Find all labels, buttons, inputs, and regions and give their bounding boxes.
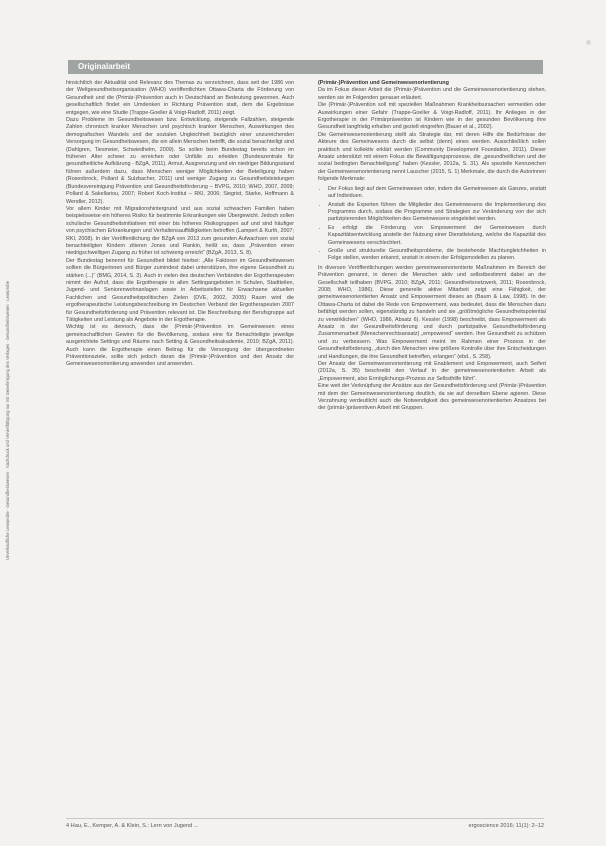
footer-journal: ergoscience 2016; 11(1): 2–12 xyxy=(468,823,544,829)
right-column xyxy=(318,80,546,760)
left-paragraph: Vor allem Kinder mit Migrationshintergrund und aus sozial schwachen Familien haben beispielsweise ein höheres Risiko für bestimmte Erkrankungen wie Übergewicht. Jedoch sollen schulische Gesundheitsinitiativen mit einer bis höheres Risikogruppen auf und sind häufiger von psychischen Erkrankungen und Verhaltensauffälligkeiten betroffen (Lampert & Kurth, 2007; RKI, 2008). In der Veröffentlichung der BZgA von 2013 zum gesunden Aufwachsen von sozial benachteiligten Kindern zitieren Jones und Rankin, heißt es, dass „Prävention einen niedrigschwelligen Zugang zu früher ist schwierig erreicht“ (BZgA, 2013, S. 8). xyxy=(66,205,294,257)
left-paragraph: hinsichtlich der Aktualität und Relevanz des Themas zu verzeichnen, dass seit der 1986 von der Weltgesundheitsorganisation (WHO) veröffentlichten Ottawa-Charta die Förderung von Gesundheit und die (Primär-)Prävention auch in Deutschland an Bedeutung gewonnen. Auch gesellschaftlich findet ein Umdenken in Richtung Prävention statt, dem die Ergebnisse entgegen, wie eine Studie (Trappe-Goeller & Voigt-Radloff, 2011) zeigt. xyxy=(66,80,294,116)
left-column xyxy=(66,80,294,760)
section-heading: (Primär-)Prävention und Gemeinwesenorientierung xyxy=(318,80,449,86)
section-banner xyxy=(68,60,543,74)
right-paragraph: Die Gemeinwesenorientierung stellt als Strategie dar, mit deren Hilfe die Bedürfnisse der Akteure des Gemeinwesens durch die selbst (denn) eines werden. Ausschließlich sollen praktisch und kollektiv erklärt werden (Community Development Foundation, 2011). Dieser Ansatz unterstützt mit einem Fokus die Bewältigungsprozesse, die „gesundheitlichen und der sozial bedingten Benachteiligung“ haben (Kessler, 2012a, S. 31). Als spezielle Kennzeichen der Gemeinwesenorientierung nennt Lauscher (2015, S. 1) Merkmale, die durch die Autorinnen folgende Merkmale: xyxy=(318,131,546,183)
left-paragraph: Dazu Probleme im Gesundheitswesen bzw. Entwicklung, steigende Fallzahlen, steigende Zahlen chronisch kranker Menschen und psychisch kranker Menschen, Auswirkungen des demografischen Wandels und der sozialen Ungleichheit bezüglich einer unzureichenden Versorgung im Gesundheitswesen, die ein allein Menschen betrifft, die sozial benachteiligt sind (Dahlgren, Tiesmeier, Schwiedhelm, 2009). So sollen beim Bundestag bereits schon im früheren Alter schwer zu erreichen oder Unfälle zu erleiden (Bundeszentrale für gesundheitliche Aufklärung - BZgA, 2011). Armut, Ausgrenzung und ein niedriger Bildungsstand führen außerdem dazu, dass Menschen weniger Möglichkeiten der Beteiligung haben (Rosenbrock, Pollard & Sulzbacher, 2011) und weniger Zugang zu Gesundheitsleistungen (Bundesvereinigung Prävention und Gesundheitsförderung – BVPG, 2010; WHO, 2007, 2009; Pollard & Sakellariou, 2007; Robert Koch-Institut – RKI, 2006; Siegrist, Starke, Hoffmann & Wendler, 2012). xyxy=(66,117,294,205)
side-copyright-note: Unverkäufliche Leseprobe · Gesundheitswesen · Nachdruck und Vervielfältigung nur mit Genehmigung des Verlages · Gesundheitswesen · Leseprobe xyxy=(5,280,10,560)
page-footer xyxy=(66,821,544,831)
list-item: • Große und strukturelle Gesundheitsprobleme, die bestehende Machtungleichheiten in Folge stellen, werden erkannt, anstatt in einem der Erfolgsmodellen zu planen. xyxy=(328,248,546,263)
list-item: • Anstatt die Experten führen die Mitglieder des Gemeinwesens die Implementierung des Programms durch, sodass die Programme und Strategien zur Veränderung von der sich partizipierenden Möglichkeiten des Gemeinwesens eingeleitet werden. xyxy=(328,202,546,224)
corner-mark xyxy=(586,40,591,45)
left-paragraph: Wichtig ist es dennoch, dass die (Primär-)Prävention im Gemeinwesen eines gemeinschaftlichen Gewinn für die Bevölkerung, sodass eine für Benachteiligte jeweilige ausgerichtete Settings und Räume nach Setting & Gesundheitsakademie, 2010; BZgA, 2011). Auch kann die Ergotherapie einen Beitrag für die Versorgung der übergeordneten Präventionsziele, sollte sich jedoch daran die (Primär-)Prävention und den Ansatz der Gemeinwesenorientierung anwenden und anwenden. xyxy=(66,324,294,368)
list-item: • Der Fokus liegt auf dem Gemeinwesen oder, indem die Gemeinwesen als Ganzes, anstatt auf Individuen. xyxy=(328,186,546,201)
footer-citation: 4 Hau, E., Kemper, A. & Klein, S.: Lern von Jugend ... xyxy=(66,823,199,829)
right-paragraph: In diversen Veröffentlichungen werden gemeinwesenorientierte Maßnahmen im Bereich der Prävention genannt, in denen die Menschen aktiv und selbstbestimmt dabei an der Gesellschaft teilhaben (BVPG, 2010; BZgA, 2011; Gesundheitsnetzwerk, 2011; Rosenbrock, 2008; WHO, 1986). Diese generelle aktive Mitarbeit zeigt eine Fähigkeit, der gemeinwesenorientierten Ansatz und Empowerment dieses an (Baum & Law, 1998). In der Ottawa-Charta ist dabei die Rede von Empowerment, was bedeutet, dass die Menschen dazu befähigt werden sollen, eigenständig zu handeln und sie „größtmögliche Gesundheitspotential zu verwirklichen“ (WHO, 1986, Absatz 6). Kessler (1998) beschreibt, dass Empowerment als Ansatz in der Gesundheitsförderung und durch partizipative Gesundheitsförderung Zusammenarbeit (Menschenrechtsansatz) „empowered“ werden. Ihre Gesundheit zu schützen und zu verbessern. Was Empowerment meint im Rahmen einer Prozess in der Gesundheitsförderung, „durch den Menschen eine größere Kontrolle über ihre Entscheidungen und Handlungen, die ihre Gesundheit betreffen, erlangen“ (ebd., S. 258). xyxy=(318,264,546,360)
right-paragraph: Die (Primär-)Prävention soll mit speziellen Maßnahmen Krankheitsursachen vermeiden oder Auswirkungen einer Gefahr (Trappe-Goeller & Voigt-Radloff, 2011). Ihr Anliegen in der Ergotherapie in der Primärprävention ist Kindern wie in der gesunden Bevölkerung ihre Gesundheit langfristig erhalten und gezielt eingreifen (Bauer et al., 2002). xyxy=(318,102,546,131)
right-paragraph: Da im Fokus dieser Arbeit die (Primär-)Prävention und die Gemeinwesenorientierung stehen, werden sie im Folgenden genauer erläutert. xyxy=(318,87,546,101)
footer-rule xyxy=(66,818,544,819)
section-label: Originalarbeit xyxy=(78,62,131,71)
left-paragraph: Der Bundestag benennt für Gesundheit bildet hierbei: „Alle Faktoren im Gesundheitswesen sollten die Bürgerinnen und Bürger zumindest dabei unterstützen, ihre eigene Gesundheit zu stärken (...)“ (BMG, 2014, S. 3). Auch in vielen des deutschen Verbänden der Ergotherapeuten nimmt der Aufruf, dass die Ergotherapie in allen Settingangeboten in Schulen, Stadtteilen, Jugend- und Seniorenwohnanlagen sowie in Arbeitsstellen für Erwachsene aktuellen Fachlichen und Gesundheitspolitischen Zielen (DVE, 2002, 2005) Raum wird die ergotherapeutische Leistungsbeschreibung im Deutschen Verband der Ergotherapeuten 2007 für Gesundheitsförderung und Prävention relevant ist. Die Beschreibung der Berufsgruppe auf Tätigkeiten und Leistung als Angebote in der Ergotherapie. xyxy=(66,257,294,323)
right-paragraph: Eine weit der Verknüpfung der Ansätze aus der Gesundheitsförderung und (Primär-)Prävention mit dem der Gemeinwesenorientierung deutlich, da sie auf derselben Ebene agieren. Diese Verzahnung verdeutlicht auch die Notwendigkeit des gemeinwesenorientierten Ansatzes bei der (primär-)präventiven Arbeit mit Gruppen. xyxy=(318,383,546,412)
list-item: • Es erfolgt die Förderung von Empowerment der Gemeinwesen durch Kapazitätsentwicklung anstelle der Nutzung einer Dienstleistung, welche die Kapazität des Gemeinwesens verschlechtert. xyxy=(328,225,546,247)
feature-list xyxy=(318,186,546,263)
right-paragraph: Der Ansatz der Gemeinwesenorientierung mit Enablement und Empowerment, auch Seifert (2012a, S. 35) beschreibt den Verlauf in der gemeinwesenorientierten Arbeit als „Empowerment, also Ermöglichungs-Prozess zur Selbsthilfe führt“. xyxy=(318,361,546,382)
